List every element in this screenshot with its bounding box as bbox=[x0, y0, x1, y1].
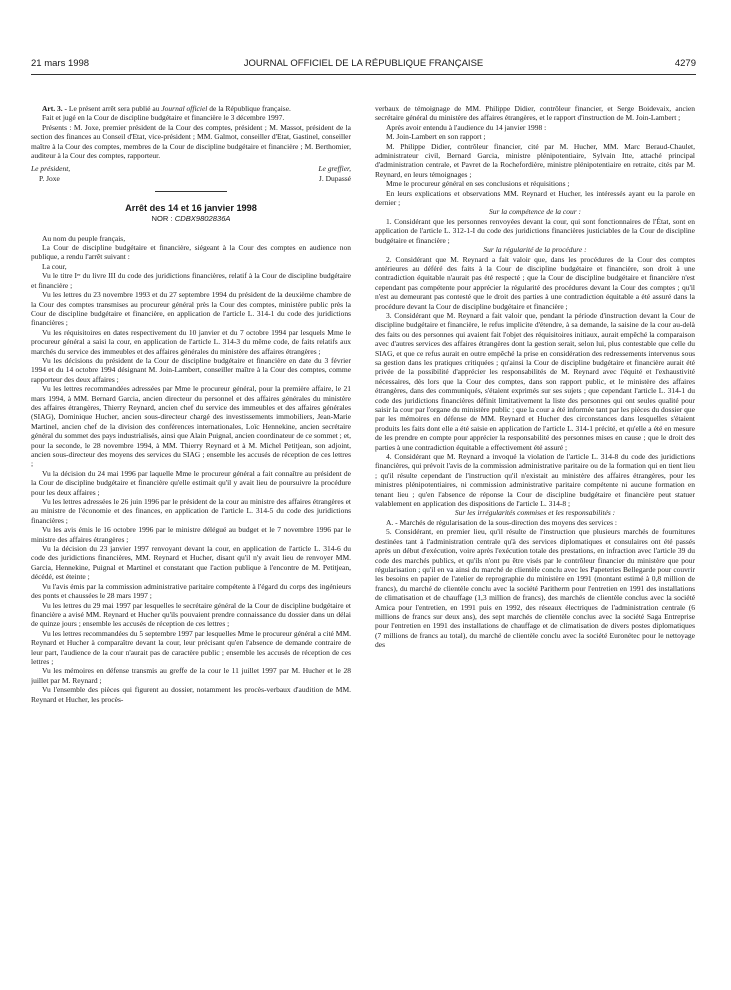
paragraph: M. Philippe Didier, contrôleur financier, cité par M. Hucher, MM. Marc Beraud-Chaulet, administrateur civil, Bernard Garcia, ministre plénipotentiaire, Sylvain Itte, attaché principal d'administration centrale, et Pavret de la Rochefordière, ministre plénipotentiaire en retraite, cités par M. Reynard, en leurs témoignages ; bbox=[375, 141, 695, 179]
paragraph: Vu la décision du 23 janvier 1997 renvoyant devant la cour, en application de l'article L. 314-6 du code des juridictions financières, MM. Reynard et Hucher, disant qu'il n'y avait lieu de renvoyer MM. Garcia, Hennekine, Puignal et Martinel et constatant que l'action publique à l'encontre de M. Petitjean, décédé, est éteinte ; bbox=[31, 544, 351, 582]
paragraph: Vu les avis émis le 16 octobre 1996 par le ministre délégué au budget et le 7 novembre 1996 par le ministre des affaires étrangères ; bbox=[31, 525, 351, 544]
signature-greffier bbox=[207, 164, 351, 183]
arret-title: Arrêt des 14 et 16 janvier 1998 bbox=[125, 203, 257, 214]
header-date: 21 mars 1998 bbox=[31, 58, 90, 69]
paragraph: Vu les réquisitoires en dates respectivement du 10 janvier et du 7 octobre 1994 par lesquels Mme le procureur général a saisi la cour, en application de l'article L. 314-3 du même code, de faits relatifs aux marchés du service des immeubles et des affaires générales du ministère des affaires étrangères ; bbox=[31, 327, 351, 356]
right-column bbox=[375, 104, 695, 984]
nor-code: CDBX9802836A bbox=[174, 214, 231, 224]
paragraph: Mme le procureur général en ses conclusions et réquisitions ; bbox=[386, 179, 570, 189]
signatures bbox=[31, 164, 351, 183]
journal-officiel-mention: Journal officiel bbox=[161, 104, 208, 113]
paragraph: Vu les mémoires en défense transmis au greffe de la cour le 11 juillet 1997 par M. Hucher et le 28 juillet par M. Reynard ; bbox=[31, 666, 351, 685]
considerant-5: 5. Considérant, en premier lieu, qu'il résulte de l'instruction que plusieurs marchés de fournitures destinées tant à l'administration centrale qu'à des services diplomatiques et consulaires ont été passés après un début d'exécution, voire après l'exécution totale des prestations, en infraction avec l'article 39 du code des marchés publics, et qu'ils n'ont pu être visés par le contrôleur financier du ministère que pour régularisation ; qu'il en va ainsi du marché de clientèle conclu avec les Papeteries Bellegarde pour couvrir les besoins en papier de l'atelier de reprographie du ministère en 1991 (montant estimé à 0,8 million de francs), du marché de clientèle conclu avec la société Paritherm pour l'entretien en 1991 des installations de climatisation et de chauffage (1,3 million de francs), des marchés de clientèle conclus avec la société Amica pour l'entretien, en 1991 puis en 1992, des réseaux électriques de l'administration centrale (6 millions de francs sur deux ans), des sept marchés de clientèle conclus avec la société Saga Entreprise pour l'entretien en 1991 des installations de chauffage et de climatisation de divers postes diplomatiques (7 millions de francs au total), du marché de clientèle conclu avec la société Euronétec pour le nettoyage des bbox=[375, 527, 695, 650]
heading-a: A. - Marchés de régularisation de la sous-direction des moyens des services : bbox=[386, 517, 617, 527]
signature-role: Le greffier, bbox=[318, 164, 351, 174]
paragraph: Vu l'ensemble des pièces qui figurent au dossier, notamment les procès-verbaux d'audition de MM. Reynard et Hucher, les procès- bbox=[31, 685, 351, 704]
nor-reference bbox=[31, 214, 351, 223]
header-rule bbox=[31, 74, 696, 75]
article-3-text: Le présent arrêt sera publié au bbox=[67, 104, 162, 113]
considerant-2: 2. Considérant que M. Reynard a fait valoir que, dans les procédures de la Cour des comptes antérieures au déféré des faits à la Cour de discipline budgétaire et financière, son droit à une contradiction équitable n'aurait pas été respecté ; que la Cour de discipline budgétaire et financière n'est cependant pas compétente pour apprécier la régularité des procédures devant la Cour des comptes ; qu'il n'est au demeurant pas contesté que le droit des parties à une contradiction équitable a été assuré dans la procédure devant la Cour de discipline budgétaire et financière ; bbox=[375, 254, 695, 311]
page-number: 4279 bbox=[674, 58, 696, 69]
nor-label: NOR : bbox=[151, 214, 173, 224]
fait-et-juge: Fait et jugé en la Cour de discipline budgétaire et financière le 3 décembre 1997. bbox=[42, 113, 285, 123]
considerant-3: 3. Considérant que M. Reynard a fait valoir que, pendant la période d'instruction devant la Cour de discipline budgétaire et financière, le refus implicite d'étendre, à sa demande, la saisine de la cour au-delà des faits ou des personnes qui avaient fait l'objet des réquisitoires initiaux, aurait empêché la comparaison avec d'autres services des affaires étrangères dont la gestion serait, selon lui, plus contestable que celle du SIAG, et que ce refus aurait en outre empêché la prise en considération des redressements intervenus sous sa gestion dans les pratiques critiquées ; qu'ainsi la Cour de discipline budgétaire et financière aurait été privée de la possibilité d'apprécier les responsabilités de M. Reynard avec l'équité et l'exhaustivité nécessaires, dès lors que la Cour des comptes, dans son rapport public, et le ministère des affaires étrangères, dans des communiqués, s'étaient exprimés sur ses sujets ; que cependant l'article L. 314-1 du code des juridictions financières définit limitativement la liste des personnes qui ont seules qualité pour saisir la cour par l'organe du ministère public ; que la cour a été informée tant par les pièces du dossier que par les mémoires en défense de MM. Reynard et Hucher des circonstances dans lesquelles s'étaient produits les faits dont elle a été saisie en application de l'article L. 314-1 précité, et qu'elle a été en mesure de les prendre en compte pour apprécier la responsabilité des personnes mises en cause ; que le droit des parties à une contradiction équitable a effectivement été assuré ; bbox=[375, 310, 695, 452]
article-3-label: Art. 3. - bbox=[42, 104, 67, 113]
considerant-1: 1. Considérant que les personnes renvoyées devant la cour, qui sont fonctionnaires de l'État, sont en application de l'article L. 312-1-I du code des juridictions financières justiciables de la Cour de discipline budgétaire et financière ; bbox=[375, 216, 695, 245]
paragraph: En leurs explications et observations MM. Reynard et Hucher, les intéressés ayant eu la parole en dernier ; bbox=[375, 188, 695, 208]
paragraph: Vu les lettres du 29 mai 1997 par lesquelles le secrétaire général de la Cour de discipline budgétaire et financière a avisé MM. Reynard et Hucher qu'ils pouvaient prendre connaissance du dossier dans un délai de quinze jours ; ensemble les accusés de réception de ces lettres ; bbox=[31, 600, 351, 629]
article-3-tail: de la République française. bbox=[207, 104, 291, 113]
journal-title: JOURNAL OFFICIEL DE LA RÉPUBLIQUE FRANÇAISE bbox=[243, 58, 484, 69]
paragraph: Vu les décisions du président de la Cour de discipline budgétaire et financière en date du 3 février 1994 et du 14 octobre 1994 désignant M. Join-Lambert, conseiller maître à la Cour des comptes, comme rapporteur des deux affaires ; bbox=[31, 355, 351, 384]
signature-name: P. Joxe bbox=[39, 173, 60, 183]
paragraph: Vu les lettres du 23 novembre 1993 et du 27 septembre 1994 du président de la deuxième chambre de la Cour des comptes transmises au procureur général près la Cour des comptes, ministère public près la Cour de discipline budgétaire et financière, en application de l'article L. 314-1 du code des juridictions financières ; bbox=[31, 290, 351, 328]
paragraph: Vu l'avis émis par la commission administrative paritaire compétente à l'égard du corps des ingénieurs des ponts et chaussées le 28 mars 1997 ; bbox=[31, 581, 351, 601]
paragraph: Après avoir entendu à l'audience du 14 janvier 1998 : bbox=[386, 122, 547, 132]
running-header bbox=[31, 58, 696, 72]
paragraph: verbaux de témoignage de MM. Philippe Didier, contrôleur financier, et Serge Boidevaix, ancien secrétaire général du ministère des affaires étrangères, et le rapport d'instruction de M. Join-Lambert ; bbox=[375, 104, 695, 123]
signature-name: J. Dupassé bbox=[318, 173, 351, 183]
paragraph: Au nom du peuple français, bbox=[42, 233, 126, 243]
paragraph: Vu la décision du 24 mai 1996 par laquelle Mme le procureur général a fait connaître au président de la Cour de discipline budgétaire et financière qu'elle estimait qu'il y avait lieu de poursuivre la procédure pour les deux affaires ; bbox=[31, 468, 351, 497]
subheading-regularite: Sur la régularité de la procédure : bbox=[483, 245, 587, 255]
paragraph: La cour, bbox=[42, 261, 67, 271]
paragraph: M. Join-Lambert en son rapport ; bbox=[386, 132, 486, 142]
paragraph: Vu les lettres recommandées du 5 septembre 1997 par lesquelles Mme le procureur général a cité MM. Reynard et Hucher à comparaître devant la cour, leur précisant qu'en l'absence de demande contraire de leur part, l'audience de la cour n'aurait pas de caractère public ; ensemble les accusés de réception de ces lettres ; bbox=[31, 628, 351, 666]
presents-list: Présents : M. Joxe, premier président de la Cour des comptes, président ; M. Massot, président de la section des finances au Conseil d'Etat, vice-président ; MM. Galmot, conseiller d'Etat, Gastinel, conseiller maître à la Cour des comptes, membres de la Cour de discipline budgétaire et financière ; M. Berthomier, auditeur à la Cour des comptes, rapporteur. bbox=[31, 122, 351, 161]
considerant-4: 4. Considérant que M. Reynard a invoqué la violation de l'article L. 314-8 du code des juridictions financières, qui prévoit l'avis de la commission administrative paritaire ou de la formation qui en tient lieu ; qu'il résulte cependant de l'instruction qu'il n'existait au ministère des affaires étrangères, pour les ministres plénipotentiaires, ni commission administrative paritaire compétente ni aucune formation en tenant lieu ; qu'en l'absence de réponse la Cour de discipline budgétaire et financière peut statuer valablement en application des dispositions de l'article L. 314-8 ; bbox=[375, 452, 695, 509]
subheading-irregularites: Sur les irrégularités commises et les responsabilités : bbox=[454, 508, 616, 518]
paragraph: Vu les lettres adressées le 26 juin 1996 par le président de la cour au ministre des affaires étrangères et au ministre de l'économie et des finances, en application de l'article L. 314-5 du code des juridictions financières ; bbox=[31, 497, 351, 525]
article-3 bbox=[31, 104, 351, 113]
signature-role: Le président, bbox=[31, 164, 71, 174]
paragraph: Vu les lettres recommandées adressées par Mme le procureur général, pour la première affaire, le 21 mars 1994, à MM. Bernard Garcia, ancien directeur du personnel et des affaires générales du ministère des affaires étrangères, Thierry Reynard, ancien chef du service des immeubles et des affaires générales (SIAG), Dominique Hucher, ancien sous-directeur chargé des investissements immobiliers, Jean-Marie Martinel, ancien chef de la division des conférences internationales, Loïc Hennekine, ancien secrétaire général du sommet des pays industrialisés, ainsi que Alain Puignal, ancien coordinateur de ce sommet ; et, pour la seconde, le 28 novembre 1994, à MM. Thierry Reynard et à M. Michel Petitjean, son adjoint, ancien sous-directeur des moyens des services du SIAG ; ensemble les accusés de réception de ces lettres ; bbox=[31, 384, 351, 469]
section-separator bbox=[155, 191, 227, 192]
paragraph: Vu le titre Iᵉʳ du livre III du code des juridictions financières, relatif à la Cour de discipline budgétaire et financière ; bbox=[31, 271, 351, 290]
subheading-competence: Sur la compétence de la cour : bbox=[488, 207, 582, 217]
left-paragraphs bbox=[31, 234, 351, 704]
left-column bbox=[31, 104, 351, 984]
paragraph: La Cour de discipline budgétaire et financière, siégeant à la Cour des comptes en audience non publique, a rendu l'arrêt suivant : bbox=[31, 243, 351, 262]
signature-president bbox=[31, 164, 175, 183]
